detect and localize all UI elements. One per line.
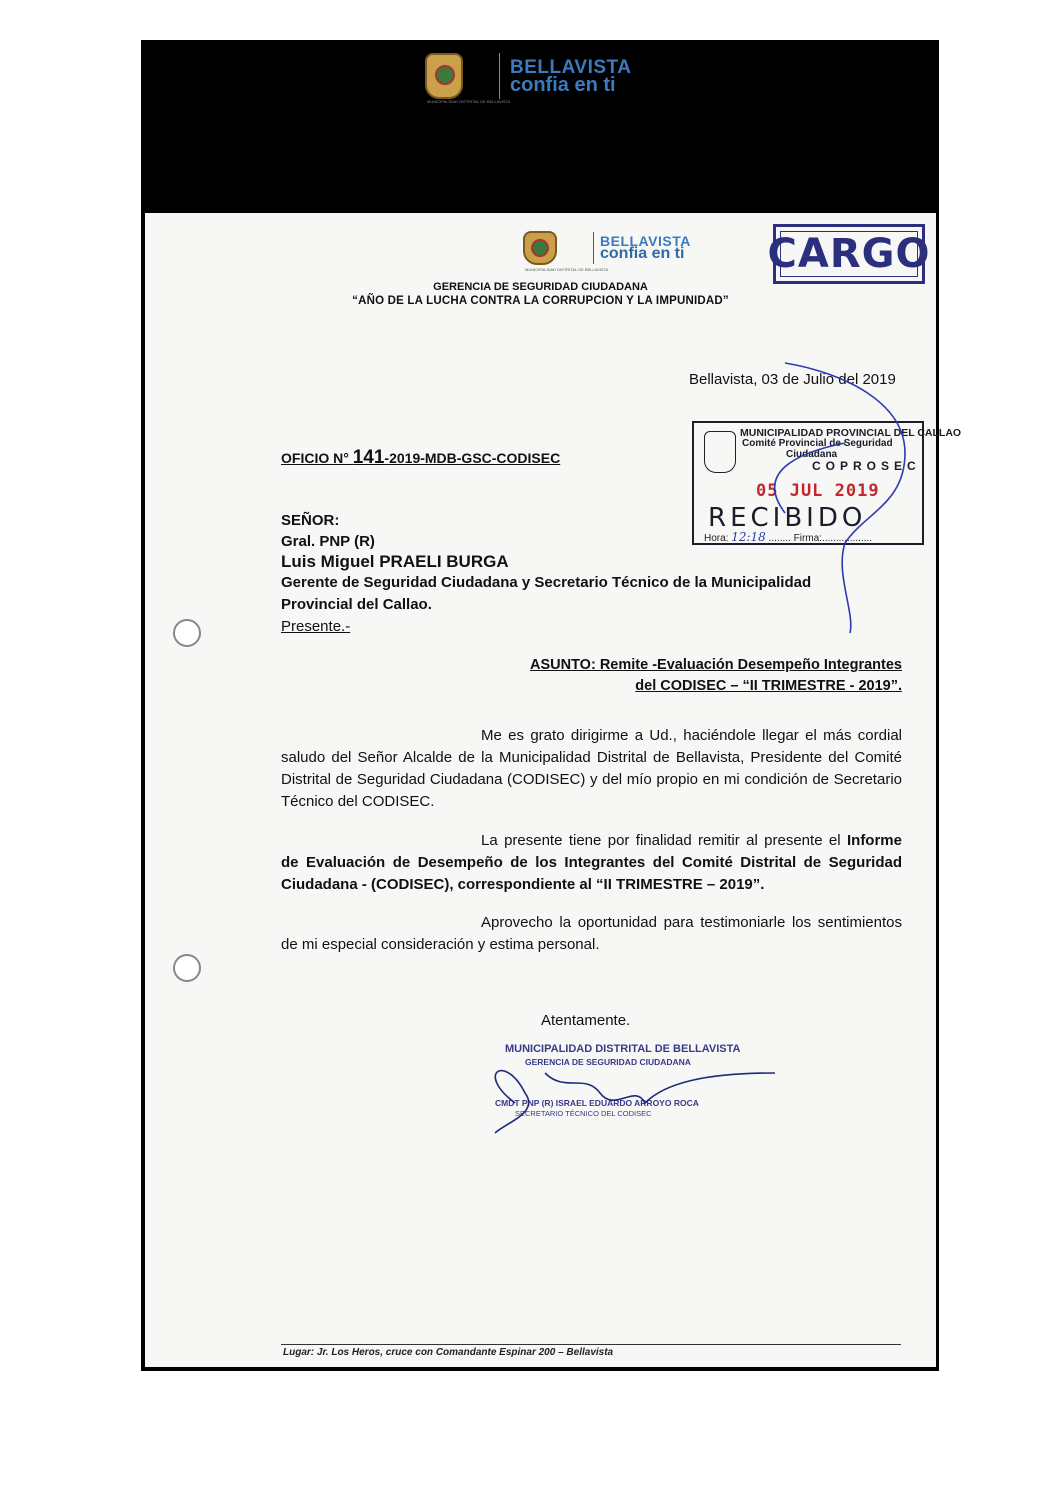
body-paragraph-1: Me es grato dirigirme a Ud., haciéndole llegar el más cordial saludo del Señor Alcalde de la Municipalidad Distrital de Bellavista, Presidente del Comité Distrital de Seguridad Ciudadana (CODISEC) y del mío propio en mi condición de Secretario Técnico del CODISEC.	[281, 727, 902, 810]
body-paragraph-2-lead: La presente tiene por finalidad remitir al presente el	[481, 832, 847, 849]
callao-emblem-icon	[704, 431, 736, 473]
oficio-reference	[281, 447, 560, 469]
brand-name: BELLAVISTA	[600, 233, 691, 249]
year-motto: “AÑO DE LA LUCHA CONTRA LA CORRUPCION Y LA IMPUNIDAD”	[352, 295, 729, 307]
cargo-stamp	[767, 224, 931, 284]
recipient-position: Gerente de Seguridad Ciudadana y Secretario Técnico de la Municipalidad	[281, 574, 812, 591]
office-heading: GERENCIA DE SEGURIDAD CIUDADANA	[433, 281, 648, 293]
body-paragraph-2-bold: Informe de Evaluación de Desempeño de los Integrantes del Comité Distrital de Seguridad Ciudadana - (CODISEC), correspondiente al “II TRIMESTRE – 2019”.	[281, 832, 902, 893]
firma-label: Firma:	[793, 533, 822, 544]
oficio-number: 141	[352, 447, 385, 468]
hora-label: Hora:	[704, 533, 729, 544]
punch-hole	[173, 954, 201, 982]
signature-stamp-line4: SECRETARIO TÉCNICO DEL CODISEC	[515, 1109, 652, 1118]
place-date: Bellavista, 03 de Julio del 2019	[689, 371, 896, 388]
logo-divider	[593, 232, 594, 264]
brand-slogan: confia en ti	[510, 73, 616, 96]
header-logo	[425, 50, 631, 102]
brand-wordmark	[600, 234, 691, 262]
signature-stamp-line3: CMDT PNP (R) ISRAEL EDUARDO ARROYO ROCA	[495, 1098, 699, 1108]
received-time: Hora: 12:18 ........ Firma:..................	[704, 530, 872, 544]
footer-address: Lugar: Jr. Los Heros, cruce con Comandante Espinar 200 – Bellavista	[283, 1347, 614, 1358]
oficio-suffix: -2019-MDB-GSC-CODISEC	[384, 450, 561, 466]
presente: Presente.-	[281, 618, 351, 635]
municipal-crest-icon	[523, 231, 609, 272]
received-date: 05 JUL 2019	[756, 481, 880, 501]
punch-hole	[173, 619, 201, 647]
cargo-stamp-text: CARGO	[767, 231, 931, 277]
signature-stamp-line2: GERENCIA DE SEGURIDAD CIUDADANA	[525, 1057, 691, 1067]
recipient-rank: Gral. PNP (R)	[281, 533, 375, 550]
received-label: RECIBIDO	[708, 503, 867, 533]
brand-name: BELLAVISTA	[510, 56, 632, 78]
received-stamp-line1: MUNICIPALIDAD PROVINCIAL DEL CALLAO	[740, 427, 962, 439]
closing: Atentamente.	[541, 1012, 631, 1029]
received-stamp-line3: Ciudadana	[786, 449, 838, 460]
footer-divider	[281, 1344, 901, 1345]
logo-divider	[499, 53, 500, 99]
brand-slogan: confia en ti	[600, 245, 685, 262]
recipient-position-cont: Provincial del Callao.	[281, 596, 432, 613]
received-stamp	[692, 421, 962, 545]
subject-line-1: ASUNTO: Remite -Evaluación Desempeño Integrantes	[530, 657, 902, 673]
signature-stamp-line1: MUNICIPALIDAD DISTRITAL DE BELLAVISTA	[505, 1043, 741, 1055]
received-stamp-line4: COPROSEC	[812, 459, 921, 473]
recipient-name: Luis Miguel PRAELI BURGA	[281, 552, 509, 571]
brand-wordmark	[510, 58, 631, 95]
received-stamp-line2: Comité Provincial de Seguridad	[742, 438, 893, 449]
crest-caption: MUNICIPALIDAD DISTRITAL DE BELLAVISTA	[525, 267, 609, 272]
letter-page	[145, 213, 962, 1367]
municipal-crest-icon	[425, 53, 511, 104]
body-paragraph-2	[281, 830, 902, 896]
hora-value: 12:18	[731, 530, 766, 544]
subject-line-2: del CODISEC – “II TRIMESTRE - 2019”.	[635, 678, 902, 694]
crest-caption: MUNICIPALIDAD DISTRITAL DE BELLAVISTA	[427, 99, 511, 104]
oficio-prefix: OFICIO N°	[281, 450, 353, 466]
letterhead-logo	[523, 231, 691, 272]
salutation: SEÑOR:	[281, 512, 340, 529]
body-paragraph-3: Aprovecho la oportunidad para testimoniarle los sentimientos de mi especial consideración y estima personal.	[281, 914, 902, 953]
